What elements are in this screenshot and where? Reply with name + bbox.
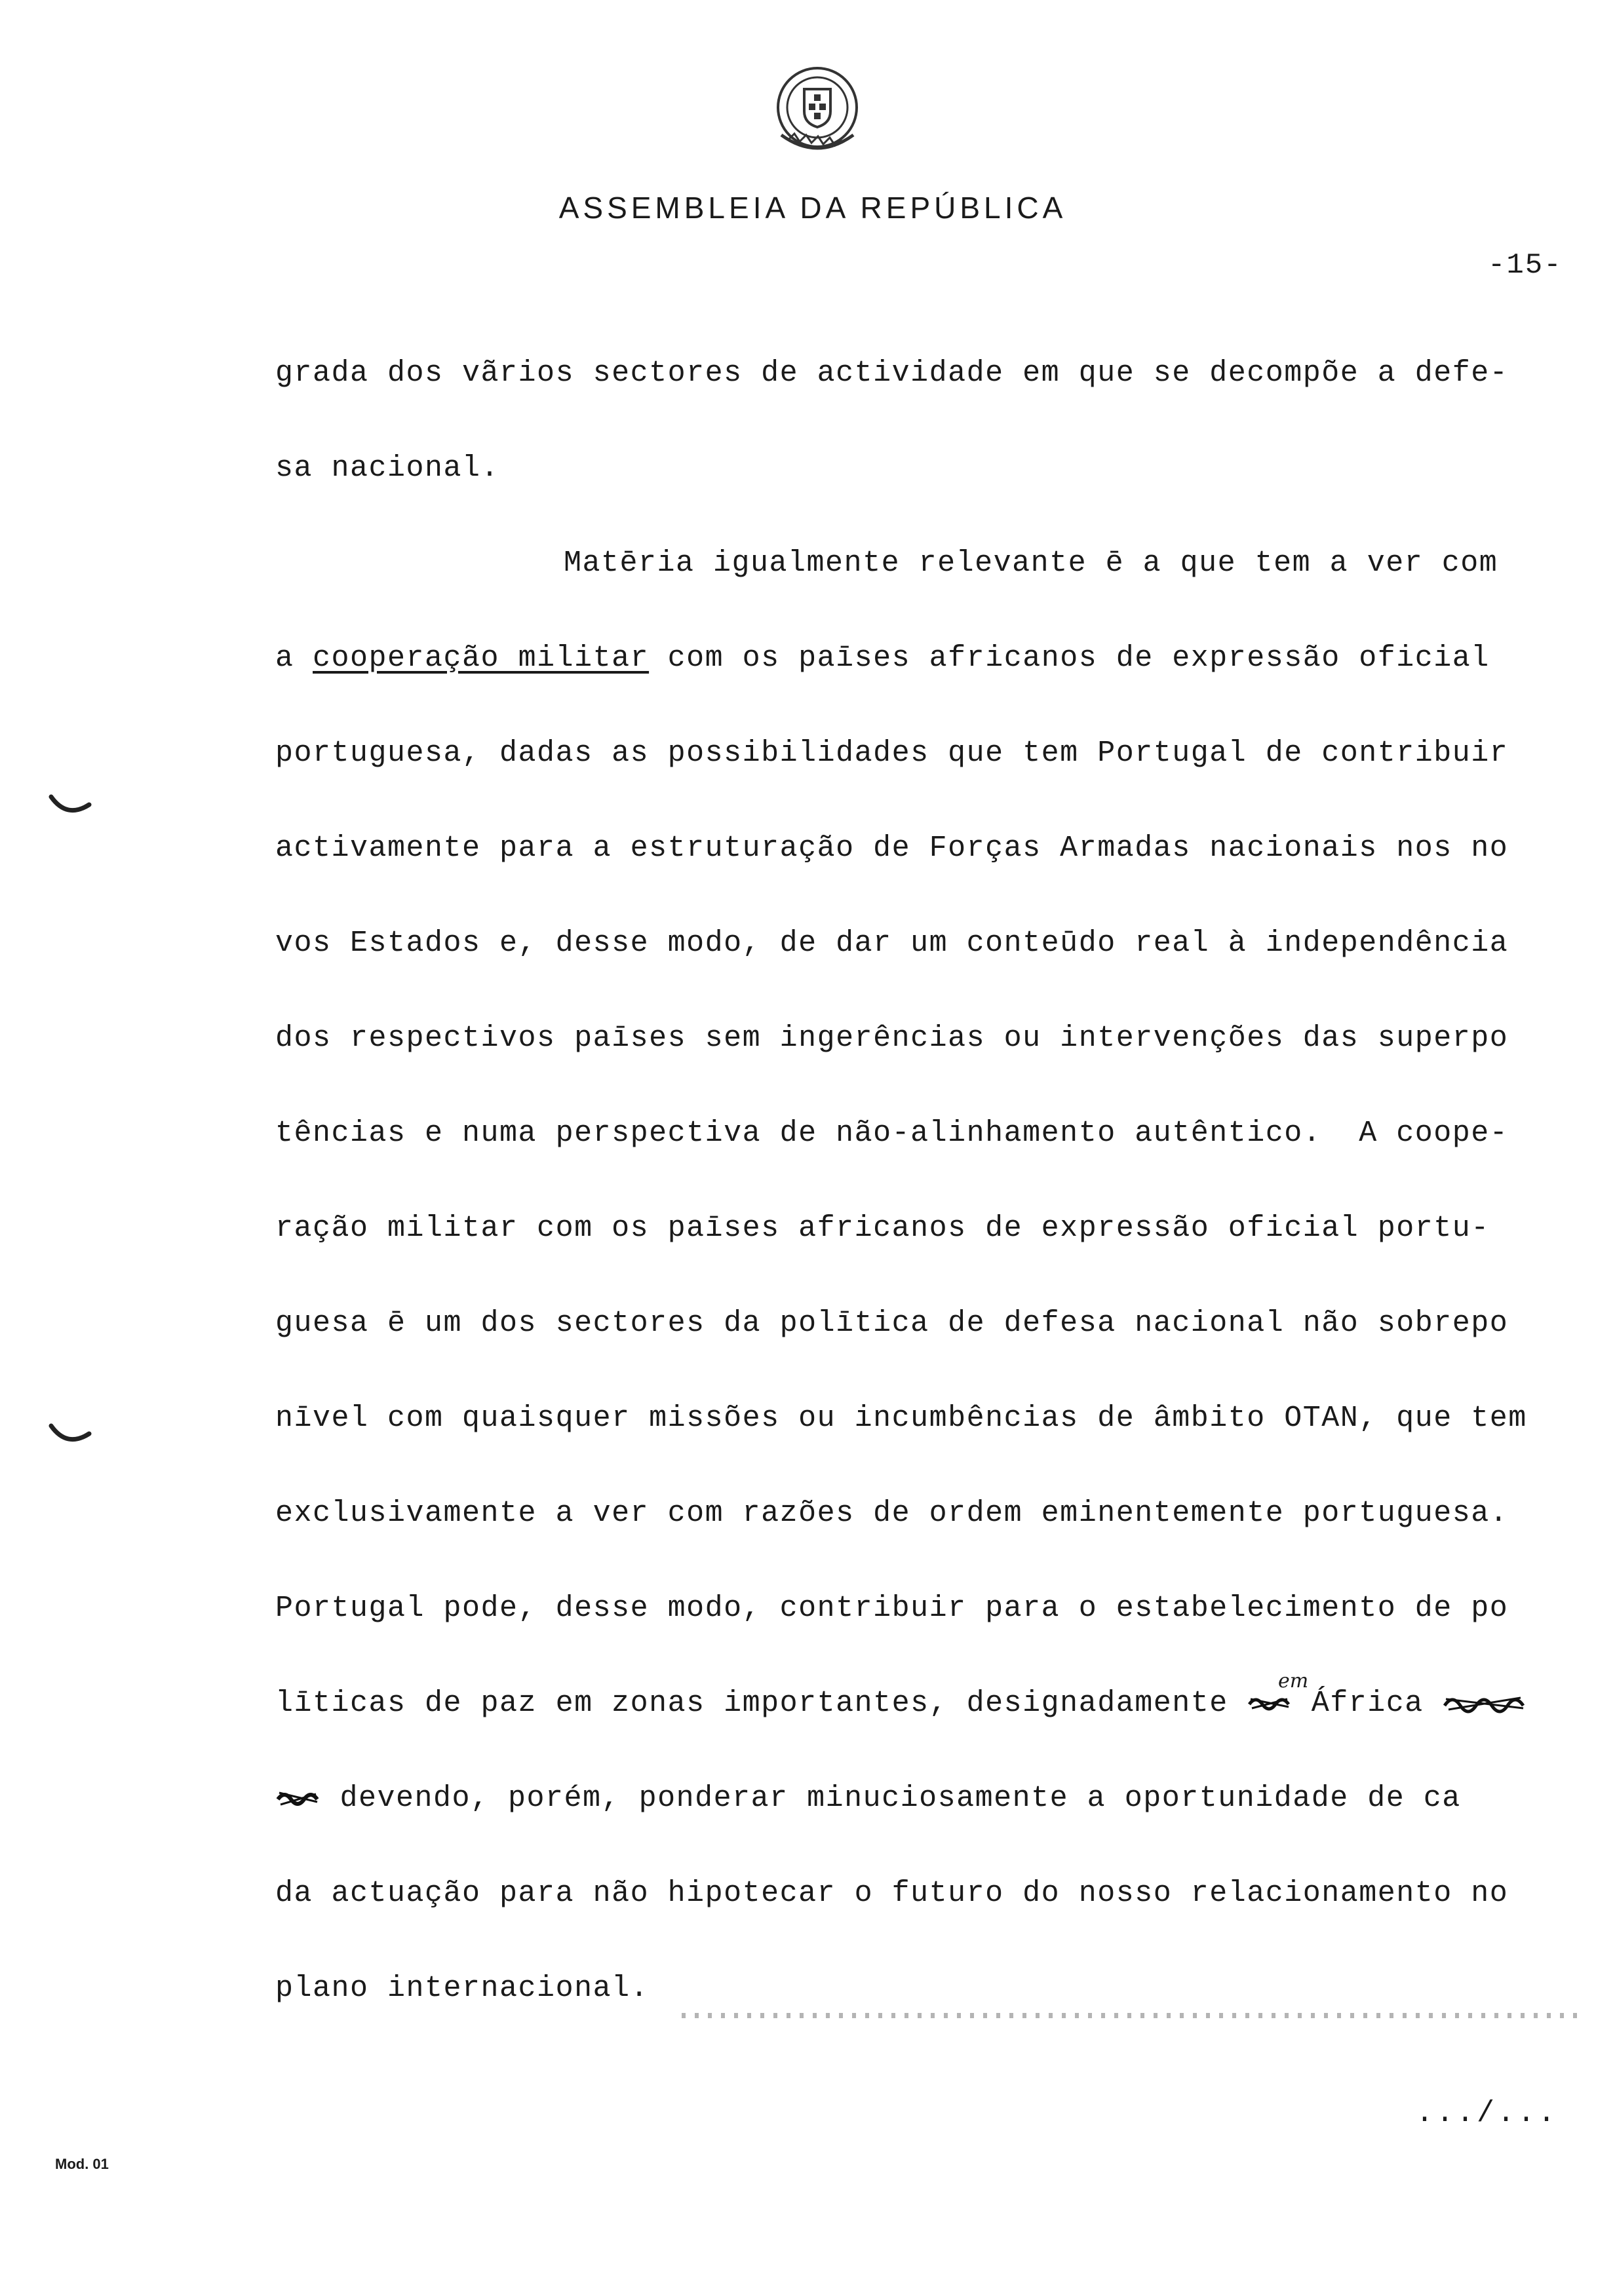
text-line: tências e numa perspectiva de não-alinhamento autêntico. A coope- (275, 1117, 1509, 1150)
text-line: nīvel com quaisquer missões ou incumbências de âmbito OTAN, que tem (275, 1402, 1527, 1435)
text-line: Matēria igualmente relevante ē a que tem a ver com (564, 546, 1498, 580)
filler-dotted-line (682, 2013, 1580, 2018)
text-line: sa nacional. (275, 451, 500, 485)
text-line: Portugal pode, desse modo, contribuir para o estabelecimento de po (275, 1592, 1509, 1625)
struck-out-word (275, 1786, 321, 1810)
struck-out-word (1247, 1691, 1293, 1715)
text-fragment: África (1293, 1687, 1443, 1720)
text-line: activamente para a estruturação de Forças Armadas nacionais nos no (275, 832, 1509, 865)
text-line: plano internacional. (275, 1972, 650, 2005)
form-code: Mod. 01 (55, 2156, 109, 2172)
portuguese-coat-of-arms-icon (768, 63, 866, 161)
text-fragment: com os paīses africanos de expressão oficial (649, 641, 1490, 675)
text-line (275, 1772, 1580, 1825)
text-line: portuguesa, dadas as possibilidades que tem Portugal de contribuir (275, 737, 1509, 770)
text-fragment: devendo, porém, ponderar minuciosamente a oportunidade de ca (321, 1782, 1461, 1815)
text-fragment: līticas de paz em zonas importantes, designadamente (275, 1687, 1247, 1720)
text-line: da actuação para não hipotecar o futuro do nosso relacionamento no (275, 1877, 1509, 1910)
text-line: ração militar com os paīses africanos de expressão oficial portu- (275, 1212, 1490, 1245)
text-line (275, 632, 1580, 685)
underlined-term: cooperação militar (313, 641, 650, 675)
struck-out-word (1442, 1690, 1527, 1716)
binder-hole-mark (47, 793, 93, 819)
text-line (275, 1677, 1580, 1730)
text-line: grada dos vãrios sectores de actividade em que se decompõe a defe- (275, 356, 1509, 390)
page-number: -15- (1488, 249, 1563, 282)
continuation-mark: .../... (1416, 2097, 1559, 2130)
handwritten-insertion: em (1278, 1670, 1309, 1693)
text-line: exclusivamente a ver com razões de ordem eminentemente portuguesa. (275, 1497, 1509, 1530)
text-line: guesa ē um dos sectores da polītica de defesa nacional não sobrepo (275, 1307, 1509, 1340)
text-line: dos respectivos paīses sem ingerências ou intervenções das superpo (275, 1022, 1509, 1055)
binder-hole-mark (47, 1422, 93, 1448)
document-header-title: ASSEMBLEIA DA REPÚBLICA (558, 191, 1067, 225)
text-fragment: a (275, 641, 313, 675)
text-line: vos Estados e, desse modo, de dar um conteūdo real à independência (275, 927, 1509, 960)
